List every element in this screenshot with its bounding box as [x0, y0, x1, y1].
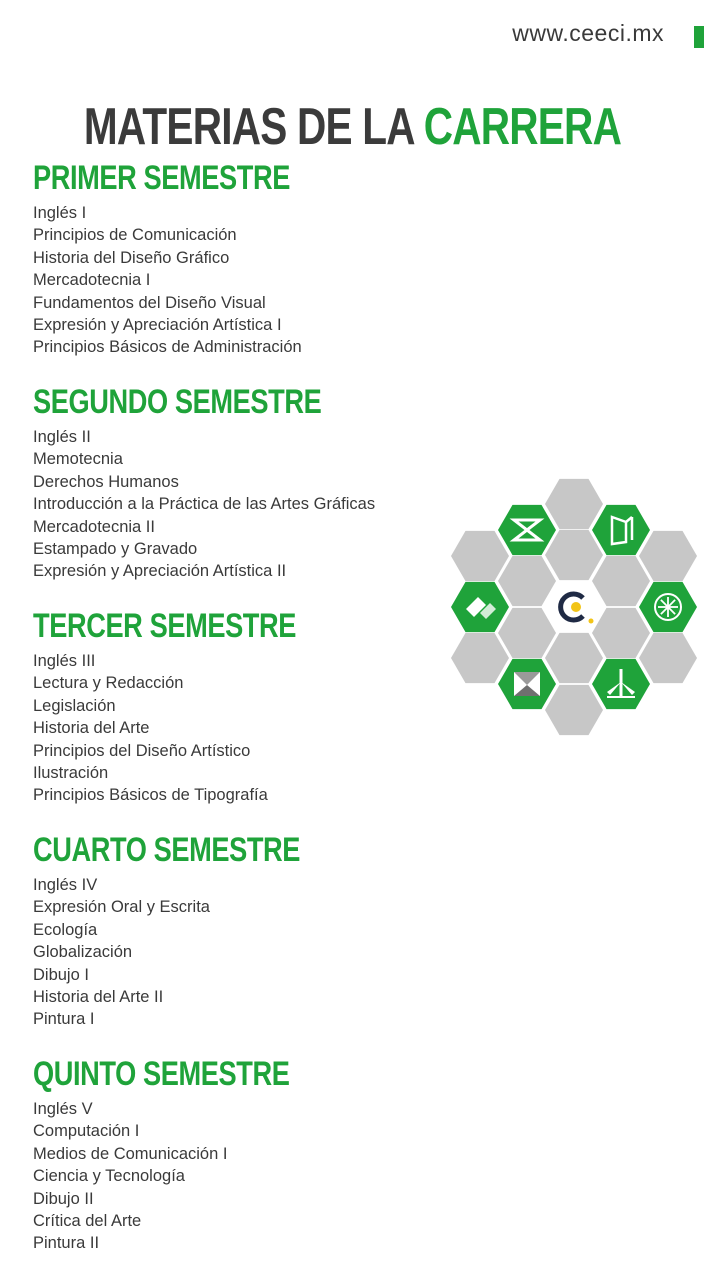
subject-item: Ilustración: [33, 764, 109, 783]
subject-item: Historia del Arte: [33, 719, 150, 738]
url-accent-mark: [694, 26, 704, 48]
website-url[interactable]: www.ceeci.mx: [512, 20, 664, 46]
starburst-icon: [655, 594, 681, 620]
subject-item: Memotecnia: [33, 450, 123, 469]
subject-item: Ecología: [33, 920, 98, 939]
semester-section: [33, 604, 433, 828]
gray-hexagon: [451, 531, 509, 581]
semester-title: CUARTO SEMESTRE: [33, 831, 301, 869]
subject-item: Dibujo I: [33, 965, 89, 984]
gray-hexagon: [592, 556, 650, 606]
subject-list: [33, 426, 433, 583]
subject-item: Estampado y Gravado: [33, 540, 198, 559]
envelope-icon: [514, 672, 540, 696]
semester-section: [33, 156, 433, 380]
semester-section: [33, 1052, 433, 1276]
subject-item: Historia del Arte II: [33, 988, 164, 1007]
subject-list: [33, 202, 433, 359]
subject-item: Ciencia y Tecnología: [33, 1167, 185, 1186]
subject-item: Inglés I: [33, 204, 87, 222]
green-hexagon: [592, 505, 650, 555]
subject-item: Inglés IV: [33, 876, 98, 894]
subject-item: Medios de Comunicación I: [33, 1144, 228, 1163]
page-title-part1: MATERIAS DE LA: [83, 97, 424, 156]
subject-item: Inglés V: [33, 1100, 93, 1118]
semester-title: PRIMER SEMESTRE: [33, 159, 290, 197]
gray-hexagon: [592, 608, 650, 658]
subject-item: Historia del Diseño Gráfico: [33, 248, 230, 267]
subject-item: Principios Básicos de Tipografía: [33, 786, 268, 805]
gray-hexagon: [545, 530, 603, 580]
hexagon-graphic: [450, 478, 700, 738]
subject-item: Computación I: [33, 1122, 140, 1141]
semester-section: [33, 828, 433, 1052]
subject-item: Expresión Oral y Escrita: [33, 898, 210, 917]
hexagon-cluster: [450, 478, 700, 738]
semester-title: TERCER SEMESTRE: [33, 607, 297, 645]
subject-item: Pintura I: [33, 1010, 95, 1029]
semester-title: QUINTO SEMESTRE: [33, 1055, 290, 1093]
page-title-accent: CARRERA: [423, 97, 622, 156]
subject-item: Mercadotecnia I: [33, 271, 151, 290]
semester-title: SEGUNDO SEMESTRE: [33, 383, 322, 421]
subject-list: [33, 650, 433, 807]
subject-item: Legislación: [33, 696, 116, 715]
subject-item: Principios Básicos de Administración: [33, 338, 302, 357]
subject-item: Inglés III: [33, 652, 96, 670]
gray-hexagon: [545, 685, 603, 735]
subject-item: Lectura y Redacción: [33, 674, 184, 693]
subject-list: [33, 1098, 433, 1255]
subject-item: Introducción a la Práctica de las Artes Gráficas: [33, 495, 376, 514]
gray-hexagon: [639, 633, 697, 683]
gray-hexagon: [545, 479, 603, 529]
subject-item: Derechos Humanos: [33, 472, 179, 491]
subject-item: Principios del Diseño Artístico: [33, 741, 251, 760]
gray-hexagon: [639, 531, 697, 581]
gray-hexagon: [498, 608, 556, 658]
semester-list: [33, 156, 433, 1276]
subject-item: Crítica del Arte: [33, 1212, 142, 1231]
gray-hexagon: [451, 633, 509, 683]
subject-item: Pintura II: [33, 1234, 100, 1253]
top-bar: [0, 18, 720, 54]
page-title: [78, 95, 628, 159]
gray-hexagon: [545, 633, 603, 683]
subject-item: Expresión y Apreciación Artística II: [33, 562, 287, 581]
gray-hexagon: [498, 556, 556, 606]
subject-item: Principios de Comunicación: [33, 226, 237, 245]
subject-list: [33, 874, 433, 1031]
subject-item: Expresión y Apreciación Artística I: [33, 316, 282, 335]
subject-item: Mercadotecnia II: [33, 517, 155, 536]
subject-item: Globalización: [33, 943, 133, 962]
subject-item: Inglés II: [33, 428, 91, 446]
subject-item: Dibujo II: [33, 1189, 94, 1208]
subject-item: Fundamentos del Diseño Visual: [33, 293, 266, 312]
semester-section: [33, 380, 433, 604]
